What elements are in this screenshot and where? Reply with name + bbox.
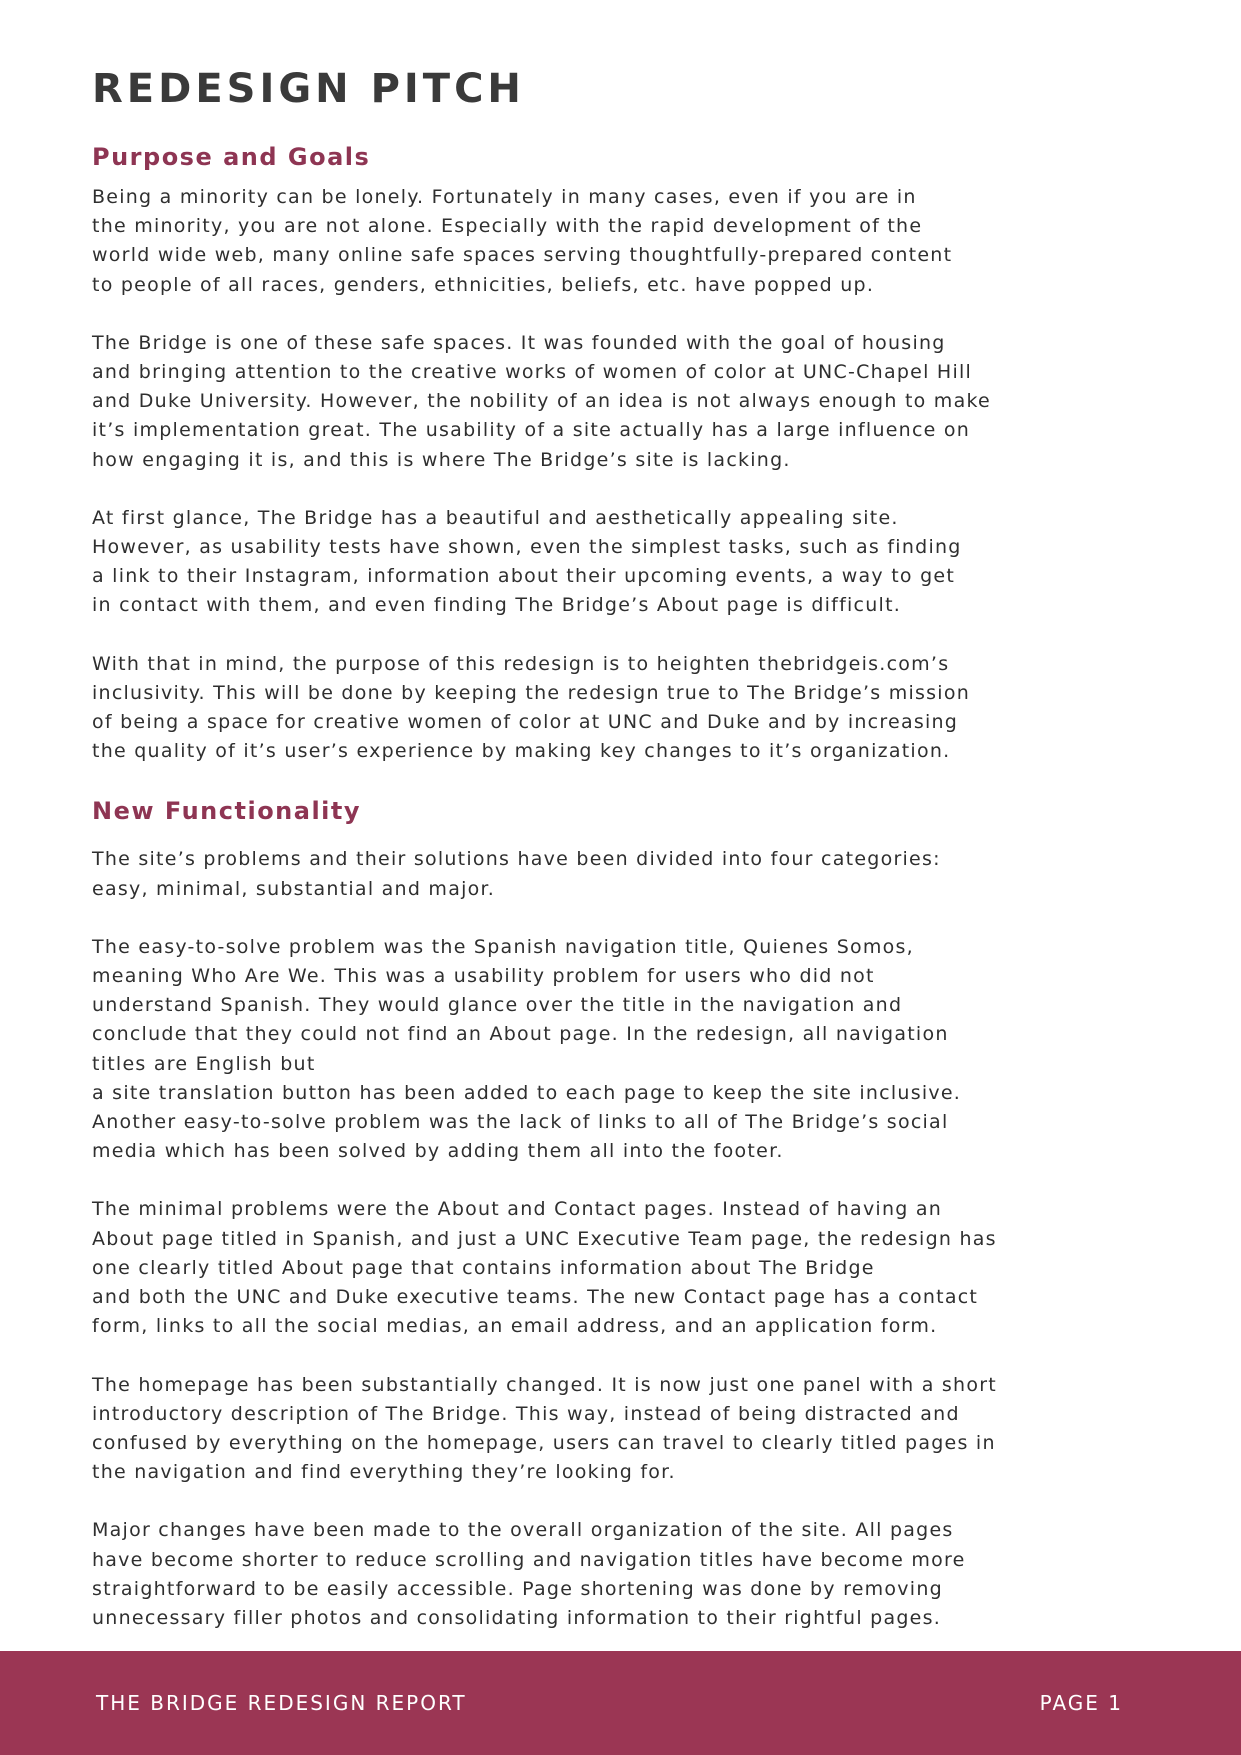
page-title: REDESIGN PITCH <box>92 66 525 112</box>
footer-report-title: THE BRIDGE REDESIGN REPORT <box>96 1691 467 1715</box>
paragraph-minority-intro: Being a minority can be lonely. Fortunately in many cases, even if you are in the minority, you are not alone. Especially with the rapid development of the world wide web, many online safe spaces serving thoughtfully-prepared content to people of all races, genders, ethnicities, beliefs, etc. have popped up. <box>92 186 953 296</box>
paragraph-first-glance: At first glance, The Bridge has a beautiful and aesthetically appealing site. However, as usability tests have shown, even the simplest tasks, such as finding a link to their Instagram, information about their upcoming events, a way to get in contact with them, and even finding The Bridge’s About page is difficult. <box>92 506 962 617</box>
footer-page-number: PAGE 1 <box>1039 1691 1123 1715</box>
section-heading-new-functionality: New Functionality <box>92 797 362 826</box>
paragraph-major-changes: Major changes have been made to the overall organization of the site. All pages have become shorter to reduce scrolling and navigation titles have become more straightforward to be easily accessible. Page shortening was done by removing unnecessary filler photos and consolidating information to their rightful pages. <box>92 1519 966 1629</box>
paragraph-substantial-changes: The homepage has been substantially changed. It is now just one panel with a short introductory description of The Bridge. This way, instead of being distracted and confused by everything on the homepage, users can travel to clearly titled pages in the navigation and find everything they’re looking for. <box>92 1373 997 1484</box>
paragraph-minimal-problems: The minimal problems were the About and Contact pages. Instead of having an About page titled in Spanish, and just a UNC Executive Team page, the redesign has one clearly titled About page that contains information about The Bridge and both the UNC and Duke executive teams. The new Contact page has a contact form, links to all the social medias, an email address, and an application form. <box>92 1198 997 1338</box>
paragraph-bridge-safe-space: The Bridge is one of these safe spaces. It was founded with the goal of housing and bringing attention to the creative works of women of color at UNC-Chapel Hill and Duke University. However, the nobility of an idea is not always enough to make it’s implementation great. The usability of a site actually has a large influence on how engaging it is, and this is where The Bridge’s site is lacking. <box>92 331 991 471</box>
paragraph-easy-problems: The easy-to-solve problem was the Spanish navigation title, Quienes Somos, meaning Who Are We. This was a usability problem for users who did not understand Spanish. They would glance over the title in the navigation and conclude that they could not find an About page. In the redesign, all navigation titles are English but a site translation button has been added to each page to keep the site inclusive. Another easy-to-solve problem was the lack of links to all of The Bridge’s social media which has been solved by adding them all into the footer. <box>92 935 962 1163</box>
paragraph-redesign-purpose: With that in mind, the purpose of this redesign is to heighten thebridgeis.com’s inclusivity. This will be done by keeping the redesign true to The Bridge’s mission of being a space for creative women of color at UNC and Duke and by increasing the quality of it’s user’s experience by making key changes to it’s organization. <box>92 652 970 763</box>
paragraph-categories: The site’s problems and their solutions have been divided into four categories: easy, minimal, substantial and major. <box>92 848 941 900</box>
page-footer <box>0 1651 1241 1755</box>
section-heading-purpose-and-goals: Purpose and Goals <box>92 143 371 171</box>
document-page <box>92 62 1152 1662</box>
